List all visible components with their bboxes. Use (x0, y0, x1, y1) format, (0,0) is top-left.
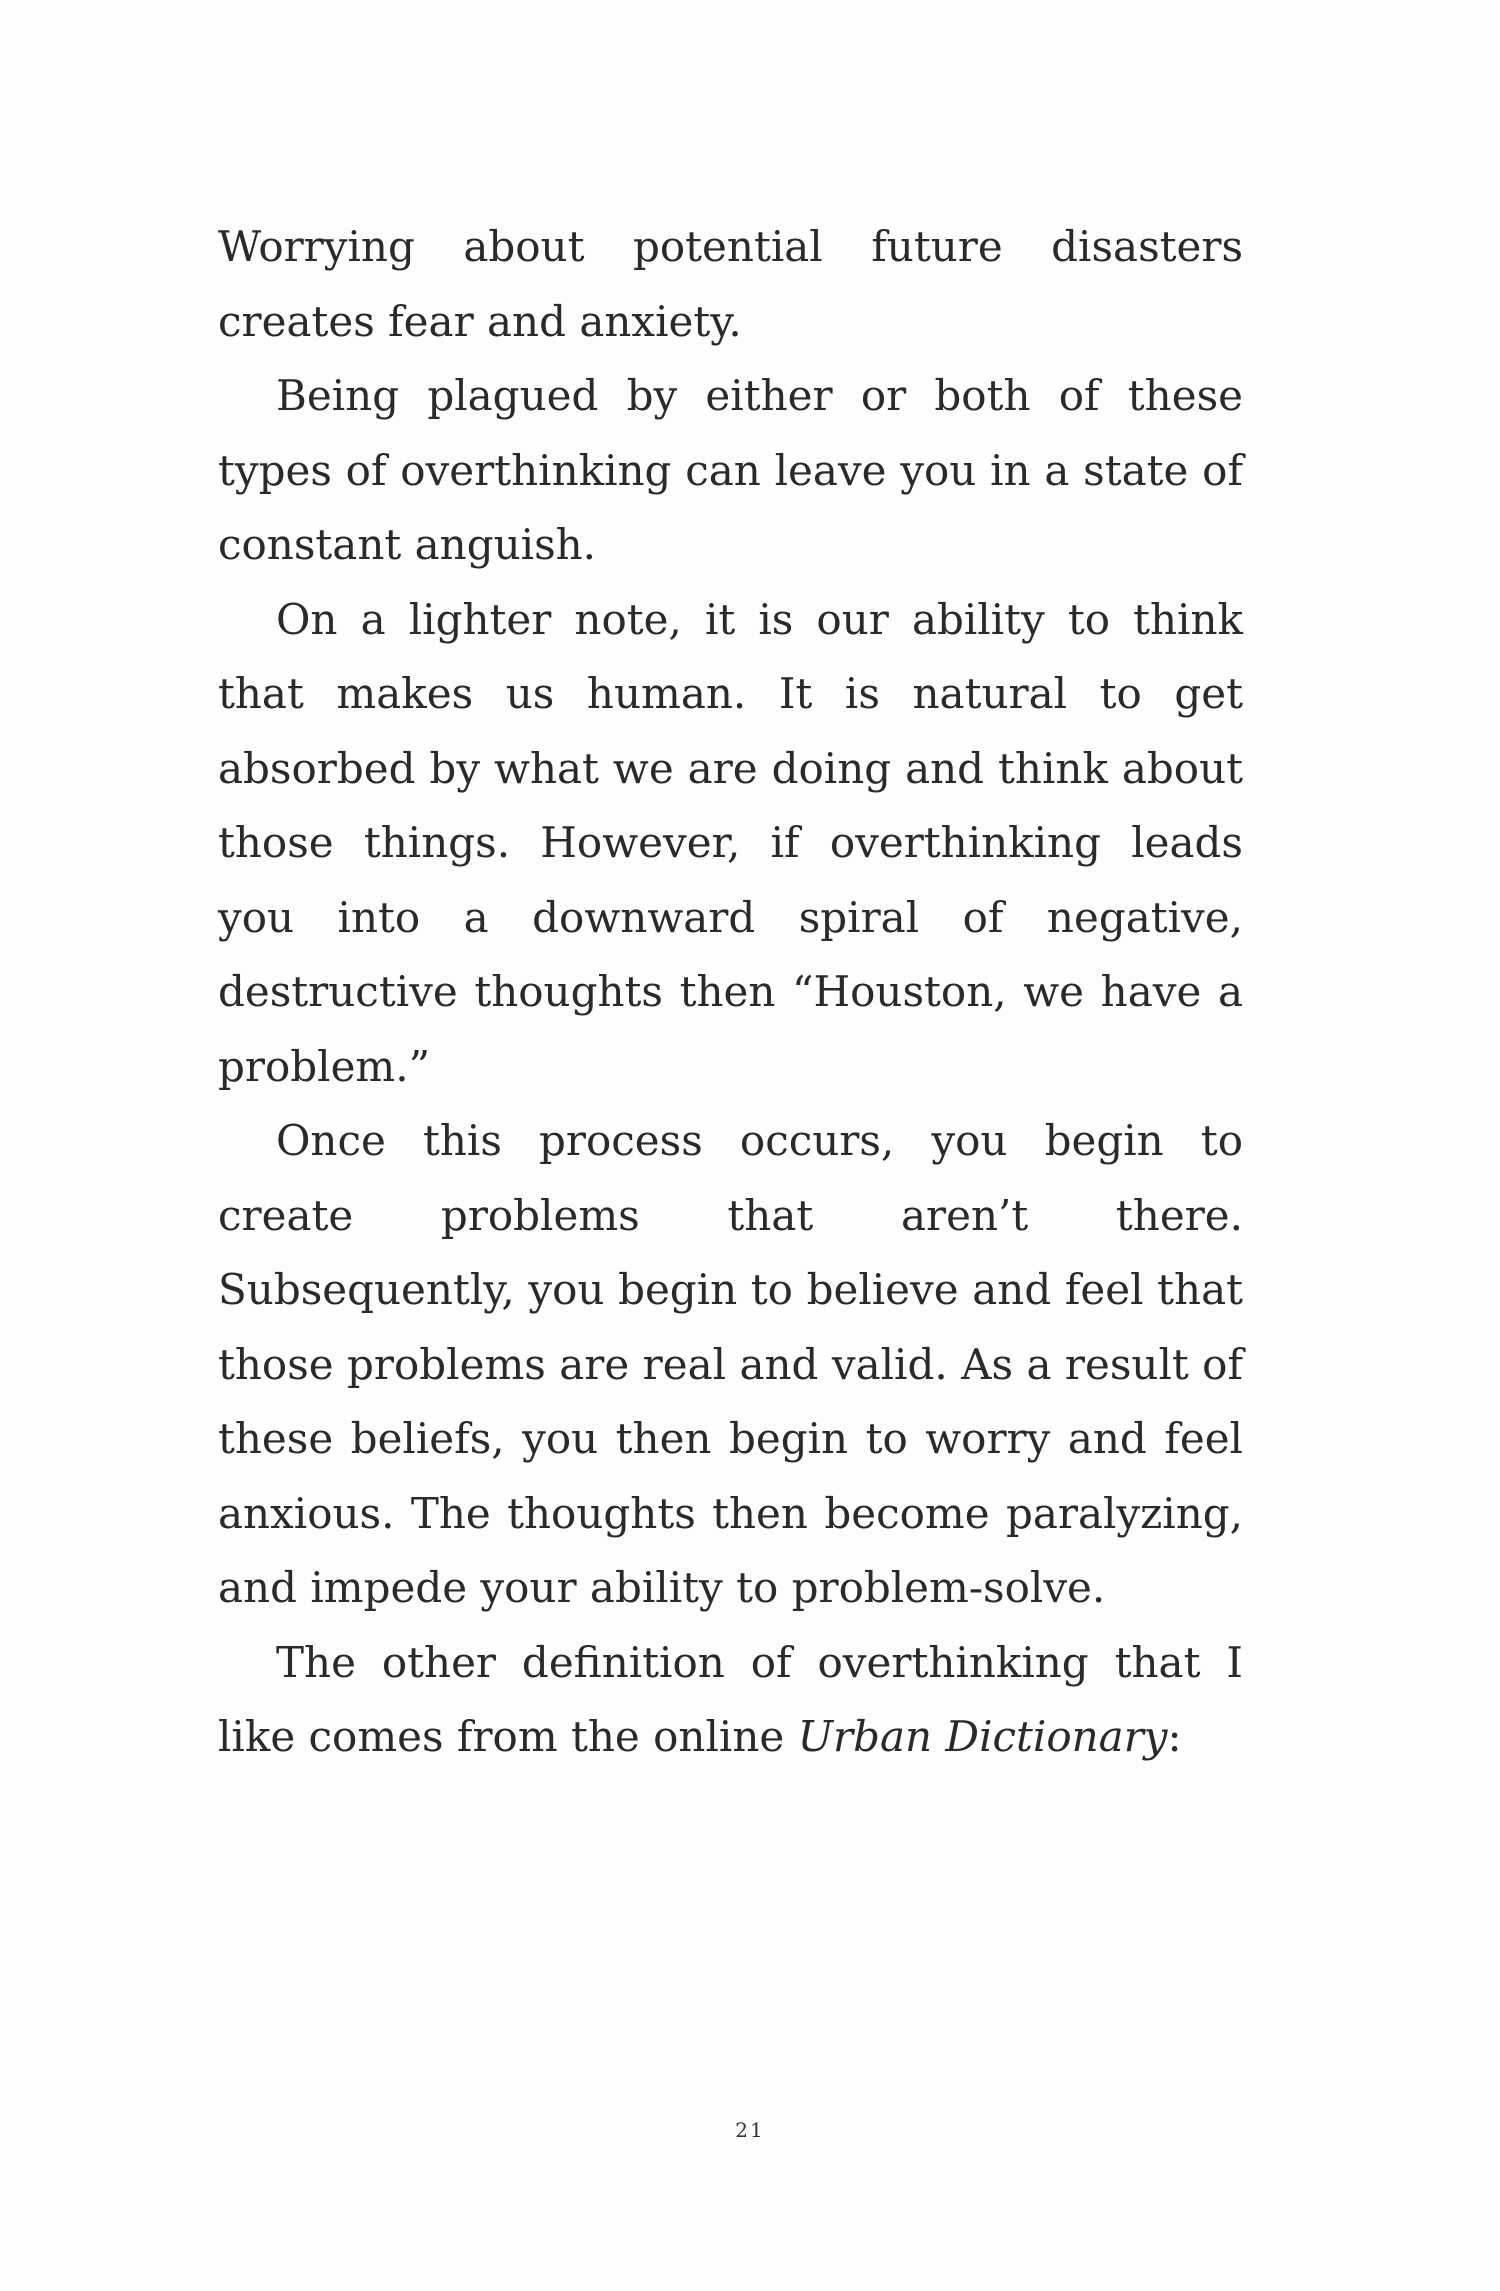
paragraph-3: On a lighter note, it is our ability to think that makes us human. It is natural to get absorbed by what we are doing and think about those things. However, if overthinking leads you into a downward spiral of negative, destructive thoughts then “Houston, we have a problem.” (218, 594, 1243, 1091)
urban-dictionary-title: Urban Dictionary (797, 1712, 1168, 1761)
paragraph-5-colon: : (1167, 1712, 1182, 1761)
paragraph-1: Worrying about potential future disasters creates fear and anxiety. (218, 222, 1243, 346)
paragraph-2: Being plagued by either or both of these types of overthinking can leave you in a state of constant anguish. (218, 371, 1243, 569)
paragraph-5-text: The other definition of overthinking that I like comes from the online (218, 1637, 1243, 1761)
paragraph-5 (218, 1626, 1243, 1775)
body-text (218, 210, 1243, 1775)
page-number: 21 (735, 2118, 765, 2142)
paragraph-4: Once this process occurs, you begin to create problems that aren’t there. Subsequently, you begin to believe and feel that those problems are real and valid. As a result of these beliefs, you then begin to worry and feel anxious. The thoughts then become paralyzing, and impede your ability to problem-solve. (218, 1116, 1243, 1612)
